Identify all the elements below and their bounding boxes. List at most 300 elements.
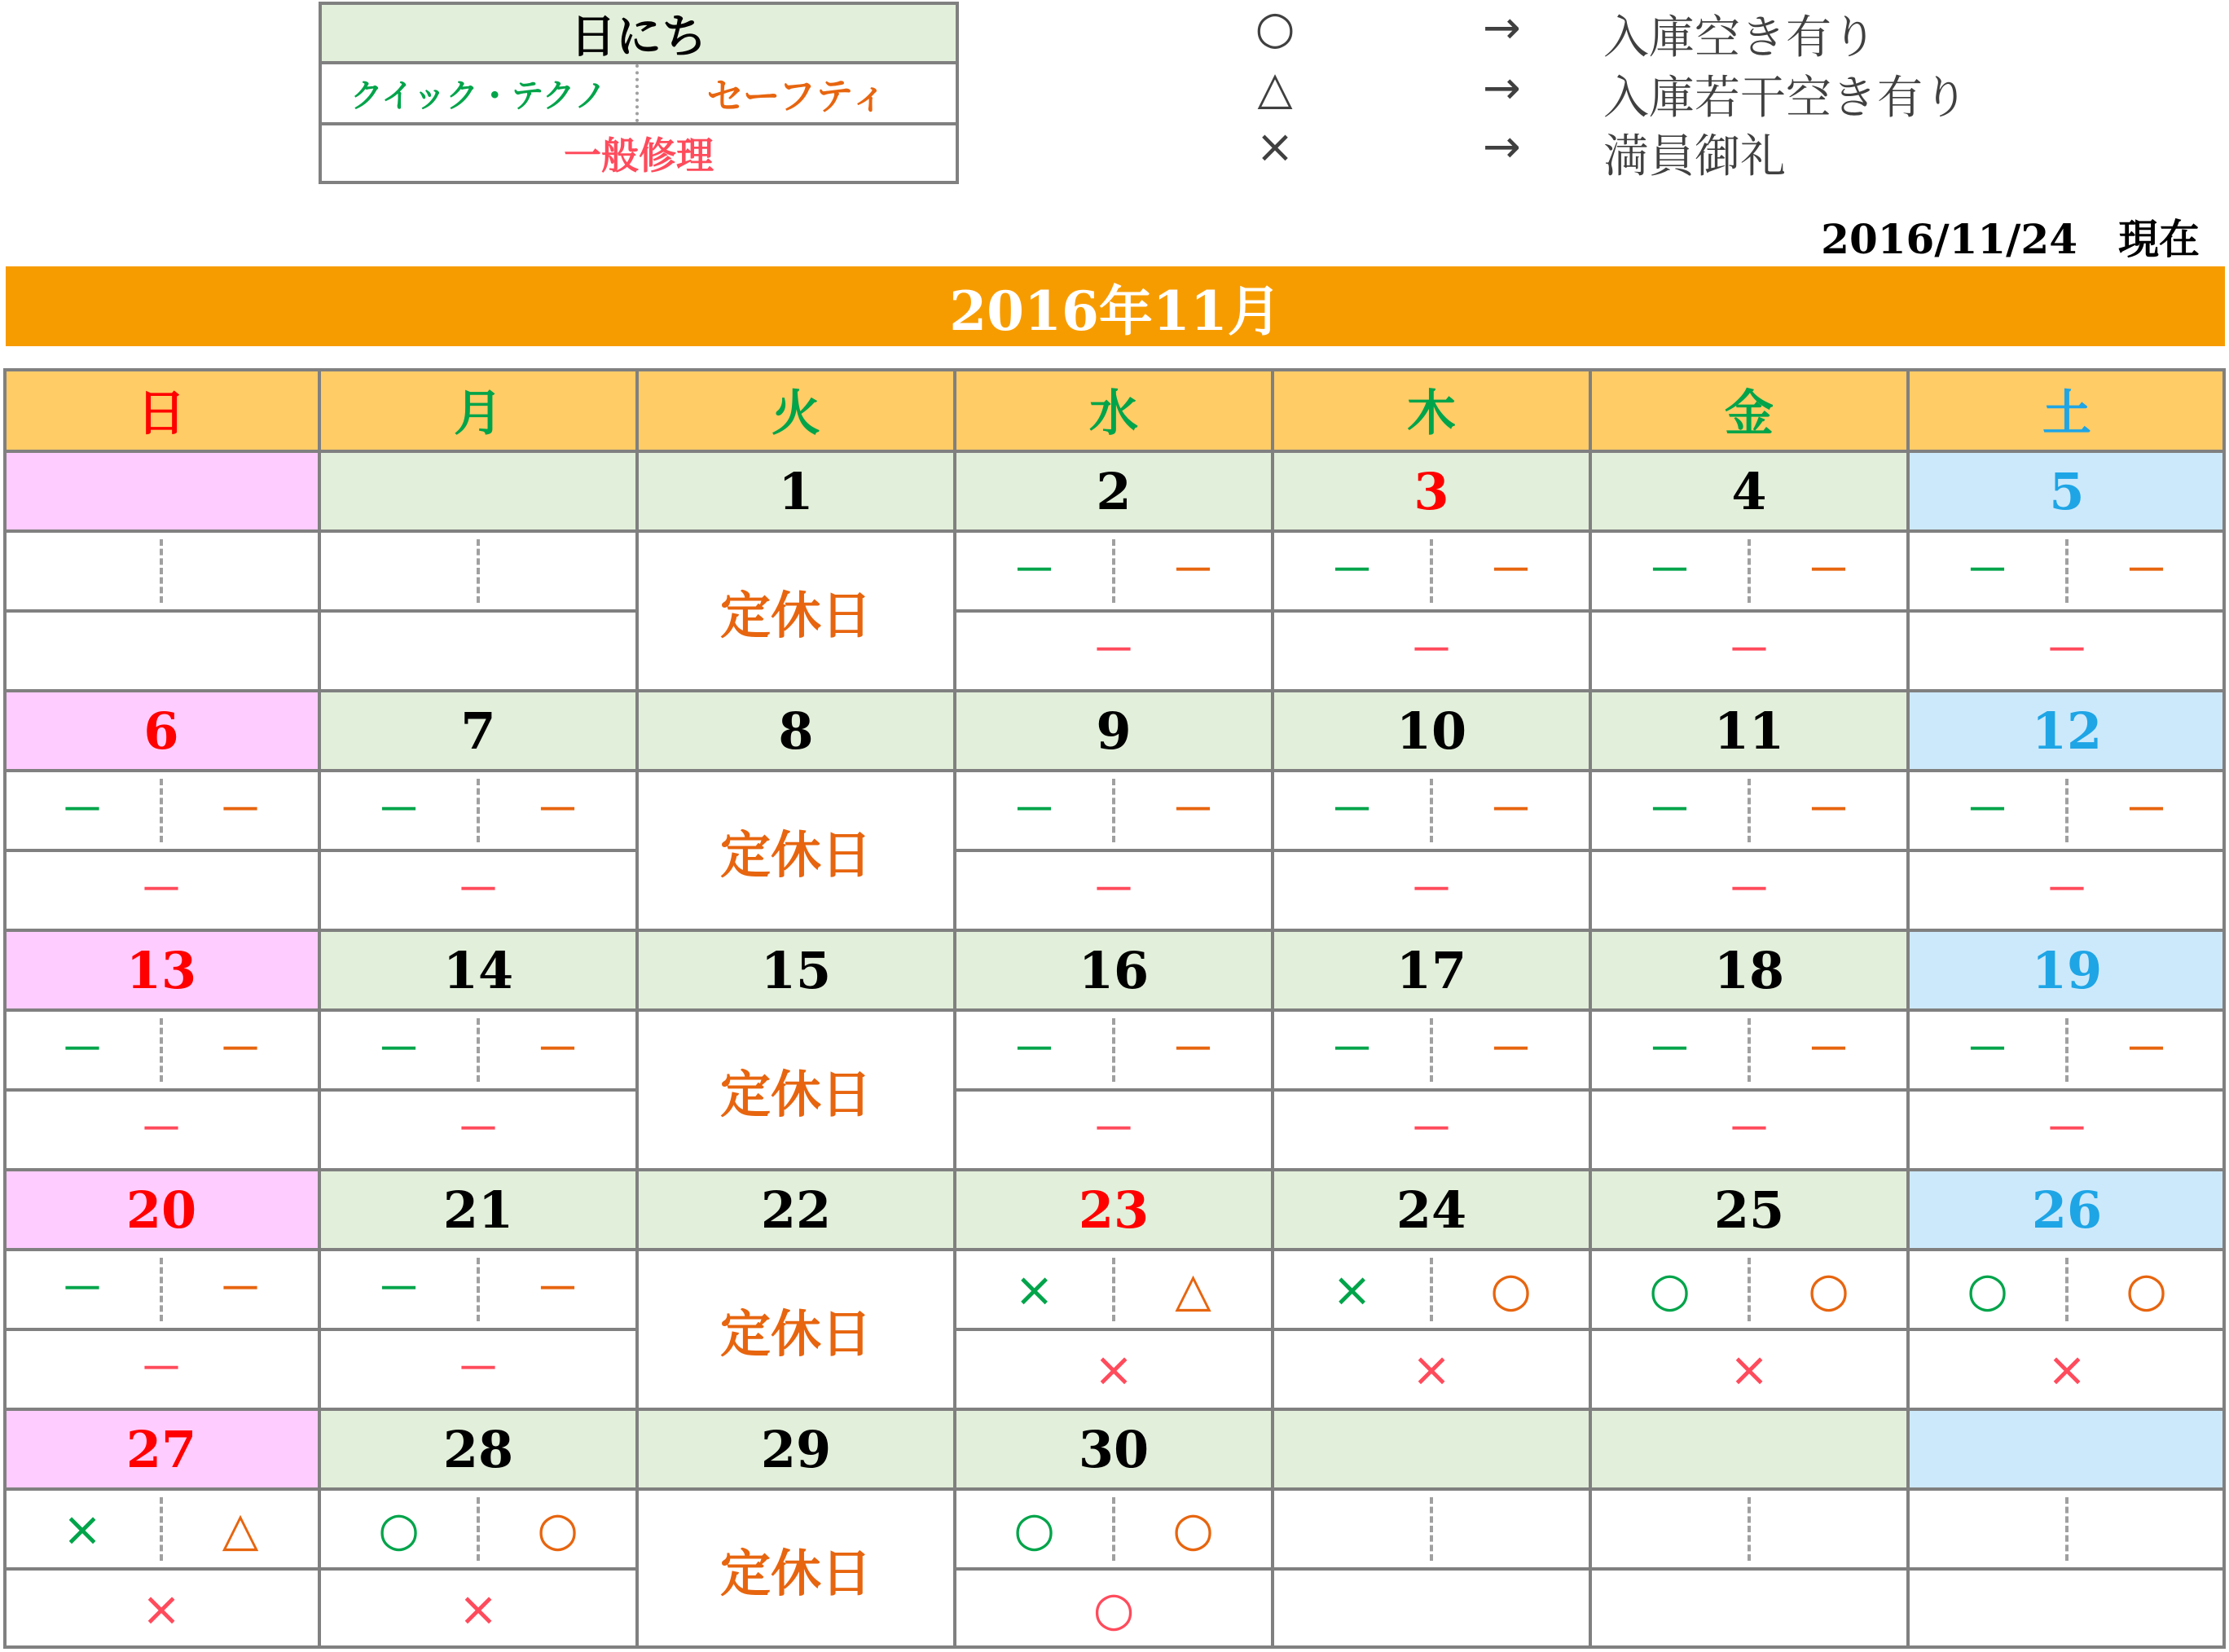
safety-slot (478, 1489, 637, 1569)
dash-icon: － (1807, 1026, 1850, 1074)
circle-icon: ○ (1172, 1501, 1214, 1557)
quick-techno-slot (1590, 531, 1749, 611)
general-repair-slot (3, 1329, 319, 1409)
key-title: 日にち (322, 5, 956, 64)
dash-icon: － (1092, 1105, 1135, 1154)
grid-line (3, 1645, 2226, 1649)
slot-divider (160, 1018, 163, 1082)
day-number: 6 (3, 691, 319, 771)
day-number: 7 (319, 691, 637, 771)
quick-techno-slot (1273, 531, 1431, 611)
safety-slot (1114, 1010, 1273, 1090)
general-repair-slot (319, 850, 637, 930)
slot-separator (1273, 1088, 1590, 1092)
safety-slot (161, 1250, 319, 1329)
slot-separator (1273, 1328, 1590, 1331)
cross-icon: × (2047, 1342, 2087, 1397)
grid-line (635, 368, 639, 1649)
dash-icon: － (1966, 1026, 2009, 1074)
grid-line (1906, 368, 1910, 1649)
quick-techno-slot (319, 1250, 478, 1329)
day-number: 26 (1908, 1170, 2226, 1250)
day-number: 1 (637, 451, 955, 531)
slot-divider (1430, 1497, 1433, 1561)
legend-text: 入庫空き有り (1603, 11, 1877, 64)
general-repair-slot (955, 611, 1273, 691)
slot-separator (3, 1088, 319, 1092)
general-repair-slot (1590, 1090, 1908, 1170)
quick-techno-slot (1908, 1250, 2067, 1329)
legend-item-limited (1238, 62, 2134, 125)
dash-icon: － (1409, 626, 1453, 675)
slot-separator (1590, 1088, 1908, 1092)
slot-divider (2065, 1497, 2069, 1561)
as-of-date: 2016/11/24 現在 (1821, 215, 2200, 263)
dash-icon: － (1489, 786, 1532, 835)
dash-icon: － (1330, 786, 1374, 835)
dash-icon: － (139, 1345, 182, 1394)
closed-day-label: 定休日 (637, 1250, 955, 1409)
dash-icon: － (2125, 1026, 2168, 1074)
dash-icon: － (139, 1105, 182, 1154)
dash-icon: － (1409, 866, 1453, 915)
dash-icon: － (536, 1026, 579, 1074)
triangle-icon: △ (1257, 62, 1293, 115)
slot-divider (1748, 1497, 1751, 1561)
general-repair-slot (955, 850, 1273, 930)
day-number: 23 (955, 1170, 1273, 1250)
quick-techno-slot (1908, 771, 2067, 850)
circle-icon: ○ (1808, 1262, 1849, 1317)
schedule-key (319, 2, 959, 184)
quick-techno-slot (1590, 1489, 1749, 1569)
circle-icon: ○ (1649, 1262, 1690, 1317)
day-number: 15 (637, 930, 955, 1010)
quick-techno-slot (319, 1489, 478, 1569)
grid-line (3, 689, 2226, 692)
slot-separator (955, 849, 1273, 852)
slot-separator (3, 1328, 319, 1331)
arrow-right-icon: → (1483, 62, 1521, 115)
safety-slot (1431, 771, 1590, 850)
slot-separator (319, 849, 637, 852)
general-repair-slot (319, 1569, 637, 1649)
slot-divider (1748, 1018, 1751, 1082)
slot-separator (1273, 1567, 1590, 1571)
general-repair-slot (319, 1090, 637, 1170)
dash-icon: － (60, 786, 103, 835)
day-number (3, 451, 319, 531)
slot-separator (1273, 609, 1590, 613)
safety-slot (1431, 1010, 1590, 1090)
grid-line (1589, 368, 1592, 1649)
dash-icon: － (377, 786, 420, 835)
slot-separator (319, 1328, 637, 1331)
slot-divider (477, 1497, 480, 1561)
general-repair-slot (955, 1569, 1273, 1649)
general-repair-slot (1590, 611, 1908, 691)
slot-separator (1273, 849, 1590, 852)
slot-separator (1590, 1567, 1908, 1571)
quick-techno-slot (1908, 1010, 2067, 1090)
general-repair-slot (1908, 611, 2226, 691)
weekday-header: 土 (1908, 368, 2226, 451)
slot-divider (1748, 779, 1751, 842)
day-number: 20 (3, 1170, 319, 1250)
quick-techno-slot (955, 1489, 1114, 1569)
dash-icon: － (1013, 547, 1056, 595)
general-repair-slot (1908, 850, 2226, 930)
quick-techno-slot (3, 531, 161, 611)
slot-separator (955, 1328, 1273, 1331)
cross-icon: × (62, 1501, 103, 1557)
day-number: 8 (637, 691, 955, 771)
dash-icon: － (456, 1105, 499, 1154)
quick-techno-slot (319, 1010, 478, 1090)
slot-separator (319, 609, 637, 613)
slot-divider (2065, 539, 2069, 603)
quick-techno-slot (1590, 1250, 1749, 1329)
slot-divider (160, 539, 163, 603)
quick-techno-slot (955, 531, 1114, 611)
dash-icon: － (139, 866, 182, 915)
slot-separator (3, 609, 319, 613)
dash-icon: － (1727, 626, 1770, 675)
circle-icon: ○ (2126, 1262, 2167, 1317)
key-service-row (322, 64, 956, 125)
safety-slot (161, 531, 319, 611)
month-title: 2016年11月 (6, 266, 2225, 346)
circle-icon: ○ (1490, 1262, 1532, 1317)
slot-separator (1908, 609, 2226, 613)
dash-icon: － (536, 1265, 579, 1314)
dash-icon: － (1172, 1026, 1215, 1074)
general-repair-slot (319, 611, 637, 691)
day-number (1273, 1409, 1590, 1489)
grid-line (3, 368, 7, 1649)
slot-divider (1748, 1258, 1751, 1321)
day-number: 14 (319, 930, 637, 1010)
general-repair-slot (1590, 1569, 1908, 1649)
slot-divider (1112, 779, 1115, 842)
quick-techno-slot (1273, 1489, 1431, 1569)
general-repair-slot (3, 1569, 319, 1649)
grid-line (3, 769, 2226, 772)
general-repair-slot (955, 1329, 1273, 1409)
slot-divider (477, 539, 480, 603)
arrow-right-icon: → (1483, 121, 1521, 174)
slot-divider (1748, 539, 1751, 603)
dash-icon: － (1727, 1105, 1770, 1154)
slot-separator (1590, 1328, 1908, 1331)
circle-icon: ○ (537, 1501, 578, 1557)
safety-slot (1431, 1250, 1590, 1329)
day-number (1590, 1409, 1908, 1489)
dash-icon: － (1648, 547, 1691, 595)
slot-separator (1908, 1567, 2226, 1571)
slot-separator (3, 849, 319, 852)
closed-day-label: 定休日 (637, 771, 955, 930)
dash-icon: － (1409, 1105, 1453, 1154)
quick-techno-slot (319, 771, 478, 850)
arrow-right-icon: → (1483, 2, 1521, 55)
weekday-header: 月 (319, 368, 637, 451)
dash-icon: － (1489, 547, 1532, 595)
cross-icon: × (458, 1581, 499, 1637)
day-number: 2 (955, 451, 1273, 531)
slot-separator (955, 1088, 1273, 1092)
day-number: 3 (1273, 451, 1590, 531)
dash-icon: － (1966, 786, 2009, 835)
general-repair-slot (3, 1090, 319, 1170)
safety-slot (2067, 531, 2226, 611)
day-number: 27 (3, 1409, 319, 1489)
safety-slot (1114, 771, 1273, 850)
weekday-header: 木 (1273, 368, 1590, 451)
grid-line (3, 929, 2226, 932)
slot-separator (955, 609, 1273, 613)
dash-icon: － (1172, 547, 1215, 595)
triangle-icon: △ (1175, 1262, 1211, 1317)
slot-divider (477, 1258, 480, 1321)
weekday-header: 金 (1590, 368, 1908, 451)
weekday-header: 日 (3, 368, 319, 451)
dash-icon: － (1013, 1026, 1056, 1074)
closed-day-label: 定休日 (637, 1489, 955, 1649)
safety-slot (478, 1010, 637, 1090)
dash-icon: － (2125, 786, 2168, 835)
dash-icon: － (536, 786, 579, 835)
safety-slot (1749, 1250, 1908, 1329)
day-number: 5 (1908, 451, 2226, 531)
cross-icon: × (1014, 1262, 1054, 1317)
quick-techno-slot (3, 771, 161, 850)
general-repair-slot (3, 850, 319, 930)
safety-slot (1749, 1010, 1908, 1090)
triangle-icon: △ (222, 1501, 259, 1557)
slot-divider (1430, 779, 1433, 842)
general-repair-slot (1273, 611, 1590, 691)
day-number (319, 451, 637, 531)
quick-techno-slot (3, 1010, 161, 1090)
safety-slot (1114, 1489, 1273, 1569)
slot-separator (955, 1567, 1273, 1571)
cross-icon: × (1332, 1262, 1372, 1317)
legend-text: 入庫若干空き有り (1603, 72, 1968, 125)
dash-icon: － (1092, 866, 1135, 915)
cross-icon: × (1255, 121, 1295, 174)
slot-divider (1112, 539, 1115, 603)
general-repair-slot (1908, 1569, 2226, 1649)
dash-icon: － (1330, 547, 1374, 595)
grid-line (3, 368, 2226, 371)
grid-line (3, 529, 2226, 533)
safety-slot (1431, 1489, 1590, 1569)
slot-divider (1430, 539, 1433, 603)
general-repair-slot (1273, 1329, 1590, 1409)
slot-divider (2065, 1258, 2069, 1321)
grid-line (3, 1408, 2226, 1411)
safety-slot (1114, 1250, 1273, 1329)
dash-icon: － (2125, 547, 2168, 595)
legend-item-full (1238, 121, 2134, 183)
quick-techno-slot (1590, 771, 1749, 850)
safety-slot (2067, 1010, 2226, 1090)
weekday-header: 火 (637, 368, 955, 451)
day-number: 19 (1908, 930, 2226, 1010)
day-number: 16 (955, 930, 1273, 1010)
day-number: 24 (1273, 1170, 1590, 1250)
slot-divider (477, 779, 480, 842)
day-number: 12 (1908, 691, 2226, 771)
quick-techno-slot (1908, 531, 2067, 611)
safety-slot (1749, 1489, 1908, 1569)
slot-divider (1112, 1258, 1115, 1321)
dash-icon: － (377, 1265, 420, 1314)
cross-icon: × (1411, 1342, 1452, 1397)
dash-icon: － (1727, 866, 1770, 915)
slot-divider (2065, 779, 2069, 842)
circle-icon: ○ (378, 1501, 420, 1557)
general-repair-slot (1908, 1090, 2226, 1170)
dash-icon: － (1966, 547, 2009, 595)
closed-day-label: 定休日 (637, 1010, 955, 1170)
grid-line (3, 450, 2226, 453)
slot-separator (1908, 849, 2226, 852)
grid-line (1271, 368, 1274, 1649)
quick-techno-slot (1273, 771, 1431, 850)
slot-separator (1908, 1328, 2226, 1331)
dash-icon: － (1807, 786, 1850, 835)
dash-icon: － (1648, 1026, 1691, 1074)
safety-slot (161, 771, 319, 850)
dash-icon: － (1013, 786, 1056, 835)
grid-line (3, 1248, 2226, 1251)
day-number: 25 (1590, 1170, 1908, 1250)
grid-line (3, 1008, 2226, 1012)
quick-techno-slot (1273, 1250, 1431, 1329)
general-repair-slot (1273, 1090, 1590, 1170)
slot-divider (1112, 1018, 1115, 1082)
safety-slot (1114, 531, 1273, 611)
dash-icon: － (1648, 786, 1691, 835)
safety-slot (478, 771, 637, 850)
dash-icon: － (1330, 1026, 1374, 1074)
safety-slot (1749, 771, 1908, 850)
slot-divider (1430, 1258, 1433, 1321)
slot-separator (3, 1567, 319, 1571)
general-repair-slot (1590, 850, 1908, 930)
legend-item-available (1238, 2, 2134, 64)
slot-divider (477, 1018, 480, 1082)
general-repair-slot (1590, 1329, 1908, 1409)
calendar-grid (3, 368, 2226, 1649)
slot-separator (319, 1567, 637, 1571)
circle-icon: ○ (1967, 1262, 2008, 1317)
cross-icon: × (1729, 1342, 1770, 1397)
dash-icon: － (1807, 547, 1850, 595)
grid-line (3, 1487, 2226, 1491)
safety-slot (161, 1489, 319, 1569)
general-repair-slot (955, 1090, 1273, 1170)
quick-techno-slot (955, 771, 1114, 850)
day-number (1908, 1409, 2226, 1489)
safety-slot (2067, 771, 2226, 850)
general-repair-slot (1908, 1329, 2226, 1409)
general-repair-slot (1273, 850, 1590, 930)
slot-separator (1590, 849, 1908, 852)
quick-techno-slot (955, 1010, 1114, 1090)
dash-icon: － (60, 1026, 103, 1074)
safety-slot (161, 1010, 319, 1090)
quick-techno-slot (3, 1489, 161, 1569)
cross-icon: × (1093, 1342, 1134, 1397)
day-number: 10 (1273, 691, 1590, 771)
general-repair-slot (319, 1329, 637, 1409)
dash-icon: － (1489, 1026, 1532, 1074)
weekday-header: 水 (955, 368, 1273, 451)
slot-separator (1908, 1088, 2226, 1092)
dash-icon: － (456, 1345, 499, 1394)
slot-divider (160, 1497, 163, 1561)
safety-slot (478, 531, 637, 611)
safety-slot (2067, 1250, 2226, 1329)
safety-slot (478, 1250, 637, 1329)
day-number: 22 (637, 1170, 955, 1250)
dash-icon: － (218, 1265, 262, 1314)
dash-icon: － (1092, 626, 1135, 675)
day-number: 17 (1273, 930, 1590, 1010)
key-general-repair-label: 一般修理 (564, 134, 714, 178)
symbol-legend (1238, 2, 2134, 181)
cross-icon: × (141, 1581, 182, 1637)
grid-line (953, 368, 956, 1649)
day-number: 18 (1590, 930, 1908, 1010)
day-number: 4 (1590, 451, 1908, 531)
closed-day-label: 定休日 (637, 531, 955, 691)
general-repair-slot (1273, 1569, 1590, 1649)
day-number: 21 (319, 1170, 637, 1250)
quick-techno-slot (319, 531, 478, 611)
safety-slot (2067, 1489, 2226, 1569)
quick-techno-slot (955, 1250, 1114, 1329)
dash-icon: － (218, 1026, 262, 1074)
safety-slot (1431, 531, 1590, 611)
circle-icon: ○ (1093, 1581, 1135, 1637)
dash-icon: － (377, 1026, 420, 1074)
circle-icon: ○ (1013, 1501, 1055, 1557)
dash-icon: － (456, 866, 499, 915)
safety-slot (1749, 531, 1908, 611)
slot-separator (319, 1088, 637, 1092)
slot-divider (160, 1258, 163, 1321)
day-number: 29 (637, 1409, 955, 1489)
dash-icon: － (1172, 786, 1215, 835)
day-number: 30 (955, 1409, 1273, 1489)
quick-techno-slot (1590, 1010, 1749, 1090)
dash-icon: － (218, 786, 262, 835)
day-number: 11 (1590, 691, 1908, 771)
quick-techno-slot (1273, 1010, 1431, 1090)
slot-divider (160, 779, 163, 842)
dash-icon: － (2045, 866, 2088, 915)
slot-divider (1430, 1018, 1433, 1082)
general-repair-slot (3, 611, 319, 691)
day-number: 13 (3, 930, 319, 1010)
slot-divider (2065, 1018, 2069, 1082)
quick-techno-slot (3, 1250, 161, 1329)
legend-text: 満員御礼 (1603, 130, 1786, 183)
